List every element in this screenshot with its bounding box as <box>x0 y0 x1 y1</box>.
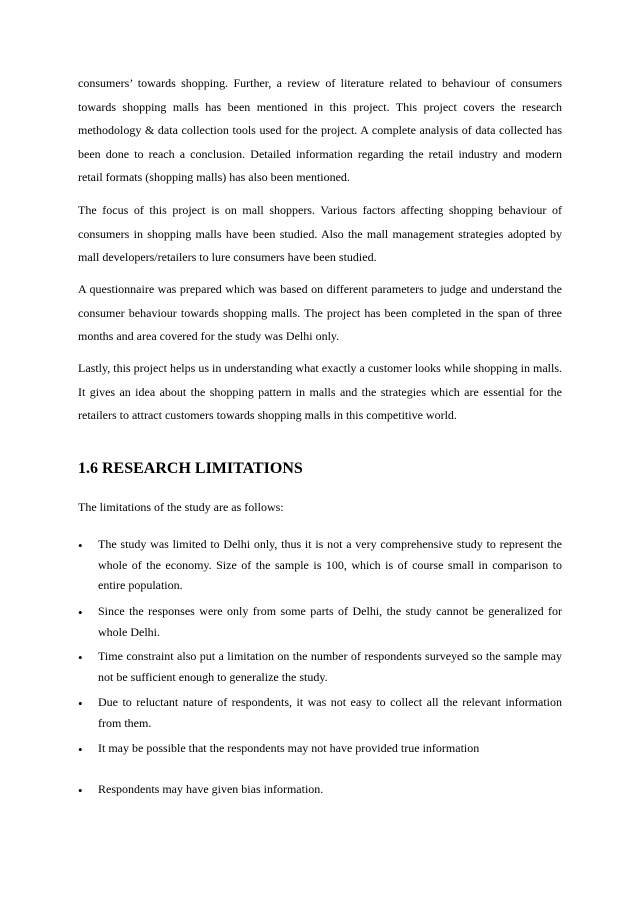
list-item <box>78 779 562 800</box>
paragraph-intro: consumers’ towards shopping. Further, a review of literature related to behaviour of consumers towards shopping malls has been mentioned in this project. This project covers the research methodology & data collection tools used for the project. A complete analysis of data collected has been done to reach a conclusion. Detailed information regarding the retail industry and modern retail formats (shopping malls) has also been mentioned. <box>78 76 562 184</box>
list-item-text: Respondents may have given bias information. <box>98 782 324 796</box>
list-item-text: The study was limited to Delhi only, thus it is not a very comprehensive study to represent the whole of the economy. Size of the sample is 100, which is of course small in comparison to entire population. <box>98 537 562 592</box>
list-item-text: It may be possible that the respondents may not have provided true information <box>98 741 480 755</box>
list-item <box>78 534 562 596</box>
list-item-text: Time constraint also put a limitation on the number of respondents surveyed so the sample may not be sufficient enough to generalize the study. <box>98 649 562 684</box>
paragraph-lastly: Lastly, this project helps us in understanding what exactly a customer looks while shopping in malls. It gives an idea about the shopping pattern in malls and the strategies which are essential for the retailers to attract customers towards shopping malls in this competitive world. <box>78 361 562 422</box>
paragraph-focus: The focus of this project is on mall shoppers. Various factors affecting shopping behaviour of consumers in shopping malls have been studied. Also the mall management strategies adopted by mall developers/retailers to lure consumers have been studied. <box>78 203 562 264</box>
bullet-icon: • <box>78 783 83 798</box>
list-item <box>78 738 562 759</box>
list-item <box>78 646 562 687</box>
list-item <box>78 692 562 733</box>
section-heading: 1.6 RESEARCH LIMITATIONS <box>78 460 303 477</box>
bullet-icon: • <box>78 605 83 620</box>
bullet-icon: • <box>78 538 83 553</box>
bullet-icon: • <box>78 650 83 665</box>
bullet-icon: • <box>78 696 83 711</box>
list-item <box>78 601 562 642</box>
limitations-intro: The limitations of the study are as follows: <box>78 500 284 514</box>
bullet-icon: • <box>78 742 83 757</box>
list-item-text: Since the responses were only from some parts of Delhi, the study cannot be generalized for whole Delhi. <box>98 604 562 639</box>
paragraph-questionnaire: A questionnaire was prepared which was based on different parameters to judge and understand the consumer behaviour towards shopping malls. The project has been completed in the span of three months and area covered for the study was Delhi only. <box>78 282 562 343</box>
list-item-text: Due to reluctant nature of respondents, it was not easy to collect all the relevant information from them. <box>98 695 562 730</box>
